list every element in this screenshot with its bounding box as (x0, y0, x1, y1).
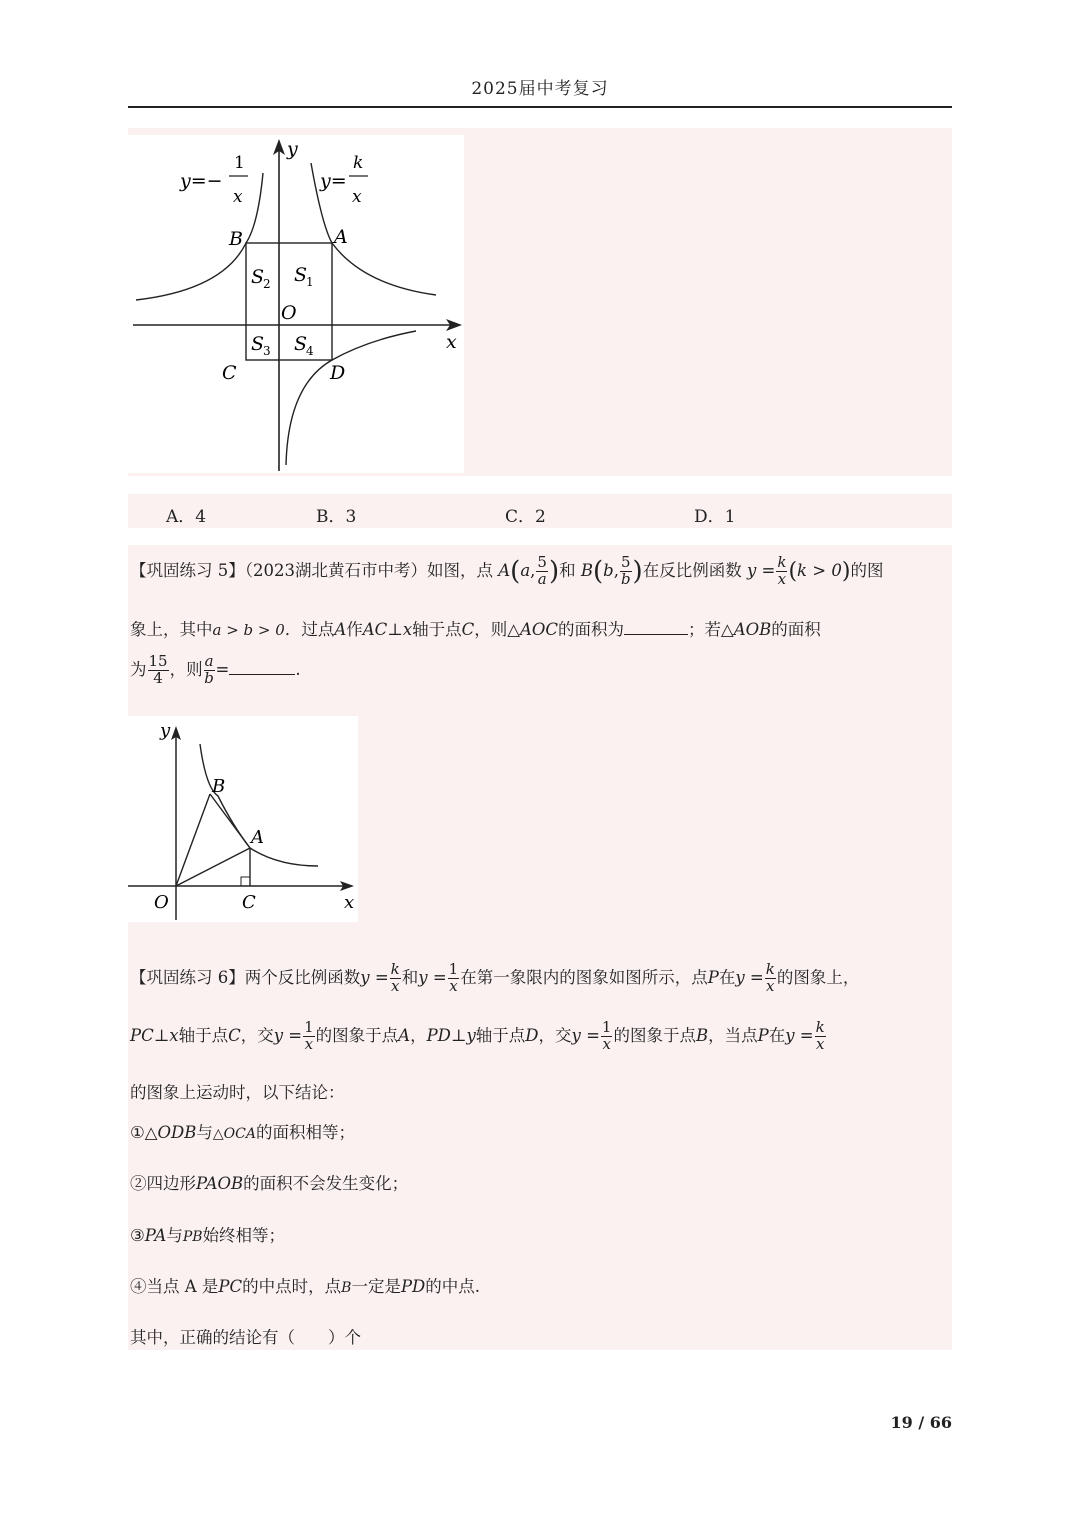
q6-conclusion-3: ③PA与PB始终相等； (130, 1226, 286, 1245)
q5-blank-1[interactable] (624, 634, 688, 635)
origin-label: O (281, 302, 297, 324)
point-B-label: B (229, 228, 243, 250)
eq-right-label: y= (320, 170, 347, 192)
page-number: 19 / 66 (890, 1413, 952, 1432)
q6-conclusion-4: ④当点 A 是PC的中点时，点B一定是PD的中点. (130, 1277, 481, 1296)
region-S1-sub: 1 (306, 275, 314, 289)
q6-line1: 【巩固练习 6】两个反比例函数y = $\frac{k}{x}$ 和y = $\frac{1}{x}$ 在第一象限内的图象如图所示，点P在y = $\frac{k}{x}$ 的图象上， (130, 960, 860, 995)
region-S4: S (294, 333, 308, 355)
figure-1-hyperbola-rectangle (128, 135, 464, 473)
q5-blank-2[interactable] (229, 674, 295, 675)
x-axis-label: x (446, 331, 457, 353)
eq-left-num: 1 (234, 153, 245, 173)
option-D[interactable]: D．1 (694, 507, 736, 527)
point-A-label: A (251, 827, 264, 848)
region-S3: S (251, 333, 265, 355)
page-header: 2025届中考复习 (471, 79, 609, 99)
q5-line3: 为 $\frac{15}{4}$ ，则 $\frac{a}{b}$ = . (130, 652, 301, 687)
region-S1: S (294, 264, 308, 286)
origin-label: O (154, 892, 169, 913)
q6-conclusion-2: ②四边形PAOB的面积不会发生变化； (130, 1174, 409, 1193)
header-rule (128, 106, 952, 108)
eq-left-den: x (233, 187, 243, 207)
y-axis-label: y (287, 138, 298, 160)
figure-2-triangle-AOB (128, 716, 358, 922)
y-axis-label: y (160, 720, 171, 741)
point-C-label: C (242, 892, 256, 913)
region-S4-sub: 4 (306, 344, 314, 358)
point-A-label: A (334, 226, 348, 248)
point-D-label: D (330, 362, 346, 384)
x-axis-label: x (344, 892, 355, 913)
eq-right-den: x (352, 187, 362, 207)
q6-line2: PC⊥x轴于点C，交y = $\frac{1}{x}$ 的图象于点A，PD⊥y轴于点D，交y = $\frac{1}{x}$ 的图象于点B，当点P在y = $\frac{k}{x}$ (130, 1018, 825, 1053)
q6-question: 其中，正确的结论有（ ）个 (130, 1328, 361, 1347)
option-C[interactable]: C．2 (505, 507, 546, 527)
eq-left-label: y=− (180, 170, 223, 192)
q5-tag: 【巩固练习 5】 (130, 560, 245, 580)
option-B[interactable]: B．3 (316, 507, 357, 527)
option-A[interactable]: A．4 (166, 507, 207, 527)
q6-line3: 的图象上运动时，以下结论： (130, 1083, 345, 1102)
q5-line2: 象上，其中a > b > 0．过点A作AC⊥x轴于点C，则△AOC的面积为 ；若△AOB的面积 (130, 620, 821, 639)
q6-tag: 【巩固练习 6】 (130, 967, 245, 987)
region-S2: S (251, 266, 265, 288)
region-S3-sub: 3 (263, 344, 271, 358)
region-S2-sub: 2 (263, 277, 271, 291)
q5-line1: 【巩固练习 5】（2023湖北黄石市中考）如图，点 A(a, $\frac{5}{a}$ )和 B(b, $\frac{5}{b}$ )在反比例函数 y = $\frac{k}{x}$ (k > 0)的图 (130, 553, 884, 588)
eq-right-num: k (353, 153, 364, 173)
point-C-label: C (222, 362, 237, 384)
q6-conclusion-1: ①△ODB与△OCA的面积相等； (130, 1123, 355, 1142)
point-B-label: B (212, 776, 226, 797)
